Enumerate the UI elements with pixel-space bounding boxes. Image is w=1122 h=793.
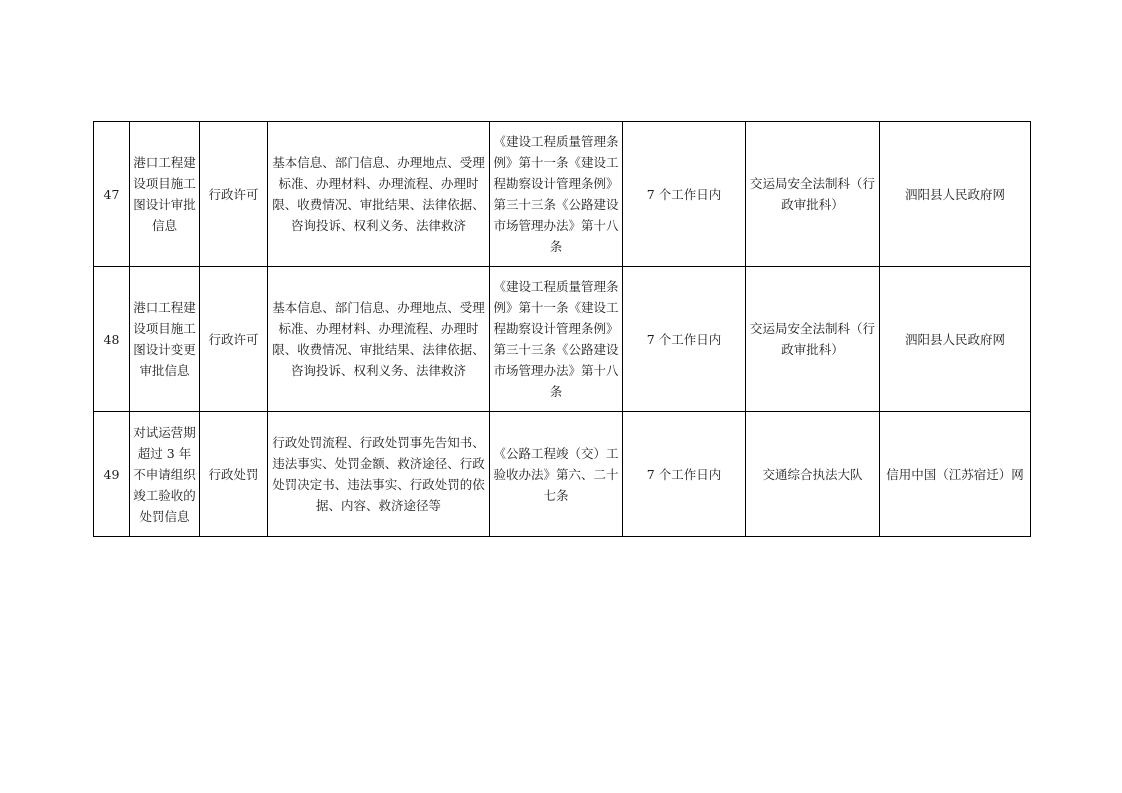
item-type: 行政许可 (200, 122, 268, 267)
row-number: 47 (94, 122, 130, 267)
disclosure-content: 基本信息、部门信息、办理地点、受理标准、办理材料、办理流程、办理时限、收费情况、审批结果、法律依据、咨询投诉、权利义务、法律救济 (268, 122, 490, 267)
time-limit: 7 个工作日内 (623, 412, 746, 537)
disclosure-channel: 泗阳县人民政府网 (880, 267, 1031, 412)
disclosure-content: 基本信息、部门信息、办理地点、受理标准、办理材料、办理流程、办理时限、收费情况、审批结果、法律依据、咨询投诉、权利义务、法律救济 (268, 267, 490, 412)
responsible-department: 交运局安全法制科（行政审批科） (746, 122, 880, 267)
disclosure-table (93, 121, 1031, 537)
disclosure-content: 行政处罚流程、行政处罚事先告知书、违法事实、处罚金额、救济途径、行政处罚决定书、违法事实、行政处罚的依据、内容、救济途径等 (268, 412, 490, 537)
disclosure-channel: 信用中国（江苏宿迁）网 (880, 412, 1031, 537)
table-row (94, 412, 1031, 537)
legal-basis: 《公路工程竣（交）工验收办法》第六、二十七条 (490, 412, 623, 537)
legal-basis: 《建设工程质量管理条例》第十一条《建设工程勘察设计管理条例》第三十三条《公路建设市场管理办法》第十八条 (490, 267, 623, 412)
responsible-department: 交通综合执法大队 (746, 412, 880, 537)
item-name: 对试运营期超过 3 年不申请组织竣工验收的处罚信息 (130, 412, 200, 537)
row-number: 49 (94, 412, 130, 537)
table-row (94, 267, 1031, 412)
legal-basis: 《建设工程质量管理条例》第十一条《建设工程勘察设计管理条例》第三十三条《公路建设市场管理办法》第十八条 (490, 122, 623, 267)
row-number: 48 (94, 267, 130, 412)
responsible-department: 交运局安全法制科（行政审批科） (746, 267, 880, 412)
time-limit: 7 个工作日内 (623, 267, 746, 412)
item-type: 行政许可 (200, 267, 268, 412)
item-name: 港口工程建设项目施工图设计变更审批信息 (130, 267, 200, 412)
item-type: 行政处罚 (200, 412, 268, 537)
disclosure-channel: 泗阳县人民政府网 (880, 122, 1031, 267)
time-limit: 7 个工作日内 (623, 122, 746, 267)
table-row (94, 122, 1031, 267)
item-name: 港口工程建设项目施工图设计审批信息 (130, 122, 200, 267)
